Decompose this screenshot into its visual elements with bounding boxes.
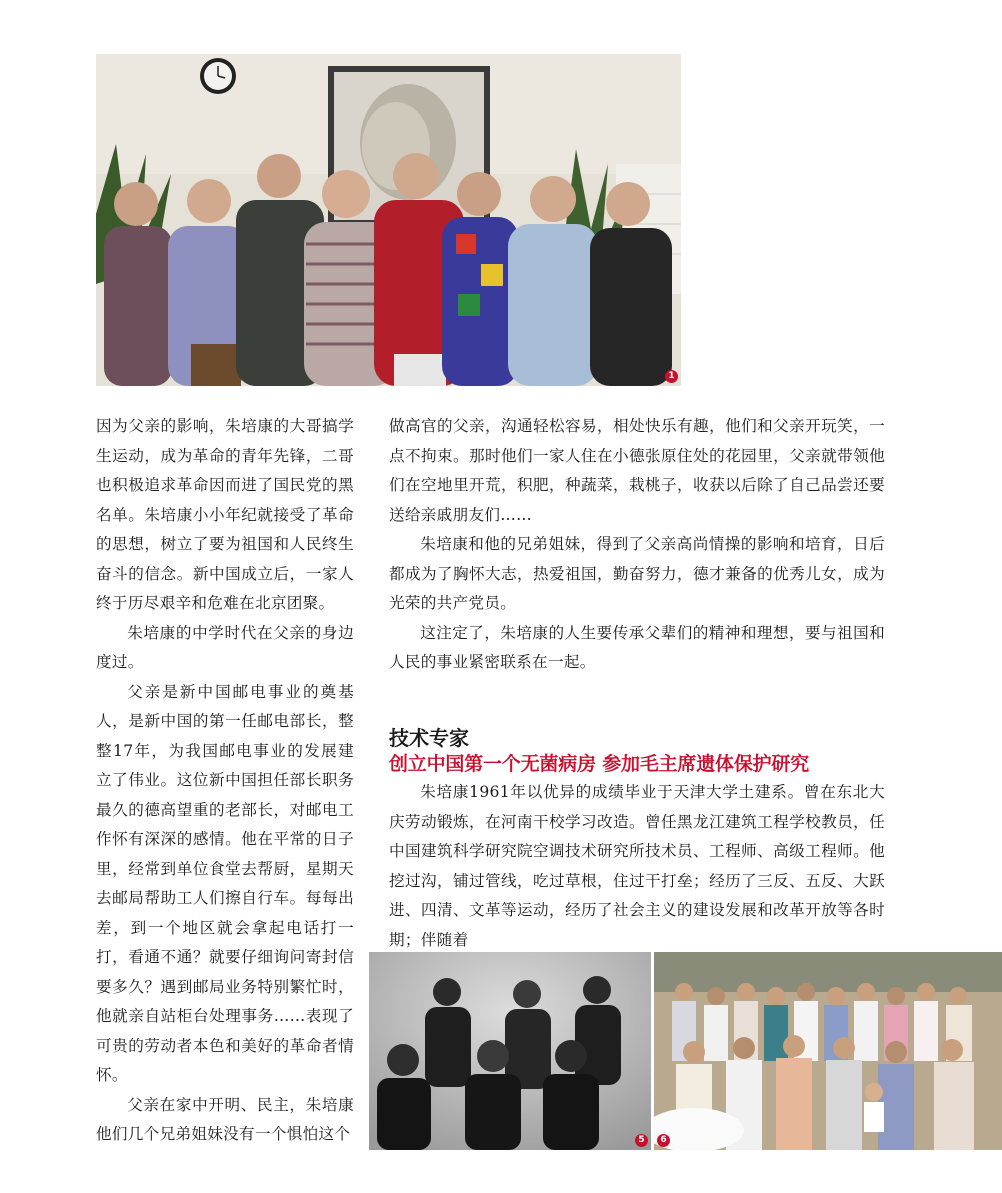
siblings-photo-bw-image: [369, 952, 651, 1150]
family-group-photo-color: [654, 952, 1002, 1150]
right-text-column-top: [389, 412, 885, 678]
photo-number-badge: 1: [665, 370, 678, 383]
left-text-column: [96, 412, 354, 1150]
section-heading: 技术专家: [389, 726, 469, 750]
photo-number-badge: 5: [635, 1134, 648, 1147]
paragraph: 父亲是新中国邮电事业的奠基人，是新中国的第一任邮电部长，整整17年，为我国邮电事业的发展建立了伟业。这位新中国担任部长职务最久的德高望重的老部长，对邮电工作怀有深深的感情。他在平常的日子里，经常到单位食堂去帮厨，星期天去邮局帮助工人们擦自行车。每每出差，到一个地区就会拿起电话打一打，看通不通？就要仔细询问寄封信要多久？遇到邮局业务特别繁忙时，他就亲自站柜台处理事务……表现了可贵的劳动者本色和美好的革命者情怀。: [96, 682, 354, 1084]
paragraph: 这注定了，朱培康的人生要传承父辈们的精神和理想，要与祖国和人民的事业紧密联系在一起。: [389, 623, 885, 671]
paragraph: 因为父亲的影响，朱培康的大哥搞学生运动，成为革命的青年先锋，二哥也积极追求革命因而进了国民党的黑名单。朱培康小小年纪就接受了革命的思想，树立了要为祖国和人民终生奋斗的信念。新中国成立后，一家人终于历尽艰辛和危难在北京团聚。: [96, 417, 354, 612]
right-text-column-bottom: [389, 778, 885, 955]
paragraph: 朱培康1961年以优异的成绩毕业于天津大学土建系。曾在东北大庆劳动锻炼，在河南干校学习改造。曾任黑龙江建筑工程学校教员，任中国建筑科学研究院空调技术研究所技术员、工程师、高级工程师。他挖过沟，铺过管线，吃过草根，住过干打垒；经历了三反、五反、大跃进、四清、文革等运动，经历了社会主义的建设发展和改革开放等各时期；伴随着: [389, 783, 885, 949]
family-group-photo-color-image: [654, 952, 1002, 1150]
paragraph: 朱培康和他的兄弟姐妹，得到了父亲高尚情操的影响和培育，日后都成为了胸怀大志，热爱祖国，勤奋努力，德才兼备的优秀儿女，成为光荣的共产党员。: [389, 535, 885, 612]
paragraph: 父亲在家中开明、民主，朱培康他们几个兄弟姐妹没有一个惧怕这个: [96, 1095, 354, 1143]
family-photo-top-image: [96, 54, 681, 386]
paragraph: 朱培康的中学时代在父亲的身边度过。: [96, 623, 354, 671]
paragraph: 做高官的父亲，沟通轻松容易，相处快乐有趣，他们和父亲开玩笑，一点不拘束。那时他们一家人住在小德张原住处的花园里，父亲就带领他们在空地里开荒，积肥，种蔬菜，栽桃子，收获以后除了自己品尝还要送给亲戚朋友们……: [389, 417, 885, 524]
photo-number-badge: 6: [657, 1134, 670, 1147]
section-subheading: 创立中国第一个无菌病房 参加毛主席遗体保护研究: [389, 753, 810, 775]
siblings-photo-bw: [369, 952, 651, 1150]
family-photo-top: [96, 54, 681, 386]
